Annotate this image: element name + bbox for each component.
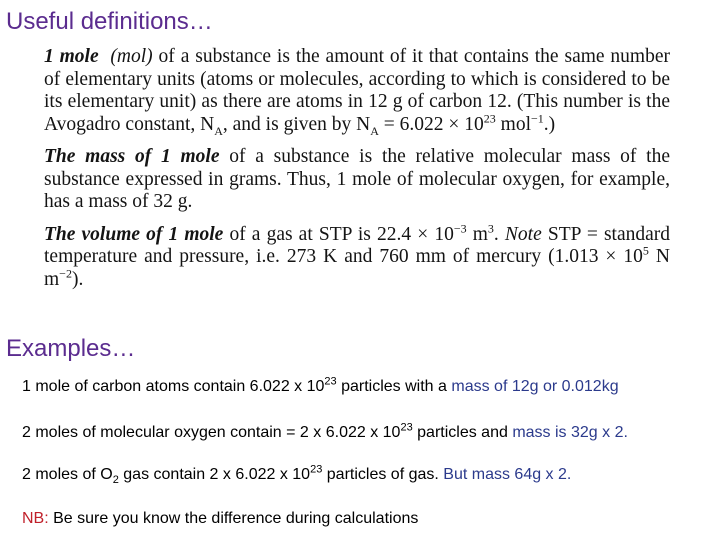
definition-volume-text: of a gas at STP is 22.4 × 10 [223, 223, 454, 245]
superscript: 5 [642, 243, 649, 258]
superscript: −2 [59, 266, 72, 280]
example-text: gas contain 2 x 6.022 x 10 [118, 466, 311, 483]
definition-mole-text: of a substance is the amount of it that contains the same number of elementary units (atoms or molecules, according to which is considered to be its elementary unit) as there are atoms in 12 g of carbon 12. (This number is the Avogadro constant, N [44, 46, 670, 135]
definition-volume-note: Note [504, 223, 542, 245]
subscript: A [214, 123, 223, 138]
definition-volume-text: ). [71, 268, 84, 290]
definition-volume-text: STP = standard temperature and pressure, i.e. 273 K and 760 mm of mercury (1.013 × 10 [44, 223, 671, 267]
superscript: −1 [531, 111, 544, 125]
definition-volume-text: m [466, 223, 488, 245]
examples-heading: Examples… [6, 335, 136, 362]
nb-text: Be sure you know the difference during calculations [48, 510, 419, 527]
definitions-scan [44, 46, 670, 301]
example-text: 1 mole of carbon atoms contain 6.022 x 10 [22, 378, 325, 395]
example-text: particles and [412, 424, 513, 441]
superscript: 23 [310, 463, 323, 476]
definition-mole-text: mol [495, 113, 531, 135]
definition-mole [44, 46, 670, 136]
example-text: particles with a [336, 378, 452, 395]
definition-mole-text: , and is given by N [222, 113, 371, 135]
superscript: 23 [483, 111, 496, 125]
definitions-heading: Useful definitions… [6, 8, 213, 35]
superscript: 23 [400, 421, 413, 434]
definition-volume-text: . [493, 223, 505, 245]
definition-mole-abbr: (mol) [110, 46, 153, 67]
subscript: A [370, 123, 379, 138]
example-line-1 [22, 375, 619, 396]
superscript: −3 [453, 221, 467, 235]
definition-mole-text: .) [543, 113, 556, 135]
definition-mole-text: = 6.022 × 10 [378, 113, 484, 135]
definition-mass-text: of a substance is the relative molecular mass of the substance expressed in grams. Thus, 1 mole of molecular oxygen, for example, has a mass of 32 g. [44, 146, 670, 212]
example-highlight: mass of 12g or 0.012kg [451, 378, 619, 395]
example-highlight: But mass 64g x 2. [443, 466, 572, 483]
example-text: 2 moles of O [22, 466, 113, 483]
definition-mass-lead: The mass of 1 mole [44, 146, 220, 167]
definition-mole-lead: 1 mole [44, 46, 99, 67]
example-text: particles of gas. [322, 466, 444, 483]
superscript: 23 [324, 375, 337, 388]
superscript: 3 [487, 221, 494, 235]
example-line-2 [22, 421, 628, 442]
example-text: 2 moles of molecular oxygen contain = 2 x 6.022 x 10 [22, 424, 401, 441]
definition-mass [44, 146, 670, 214]
definition-volume-text: N m [44, 246, 670, 290]
definition-volume-lead: The volume of 1 mole [44, 223, 224, 245]
example-highlight: mass is 32g x 2. [512, 424, 628, 441]
nb-note [22, 510, 418, 528]
definition-volume [44, 221, 671, 292]
subscript: 2 [112, 474, 119, 487]
example-line-3 [22, 463, 572, 487]
nb-label: NB: [22, 510, 49, 527]
